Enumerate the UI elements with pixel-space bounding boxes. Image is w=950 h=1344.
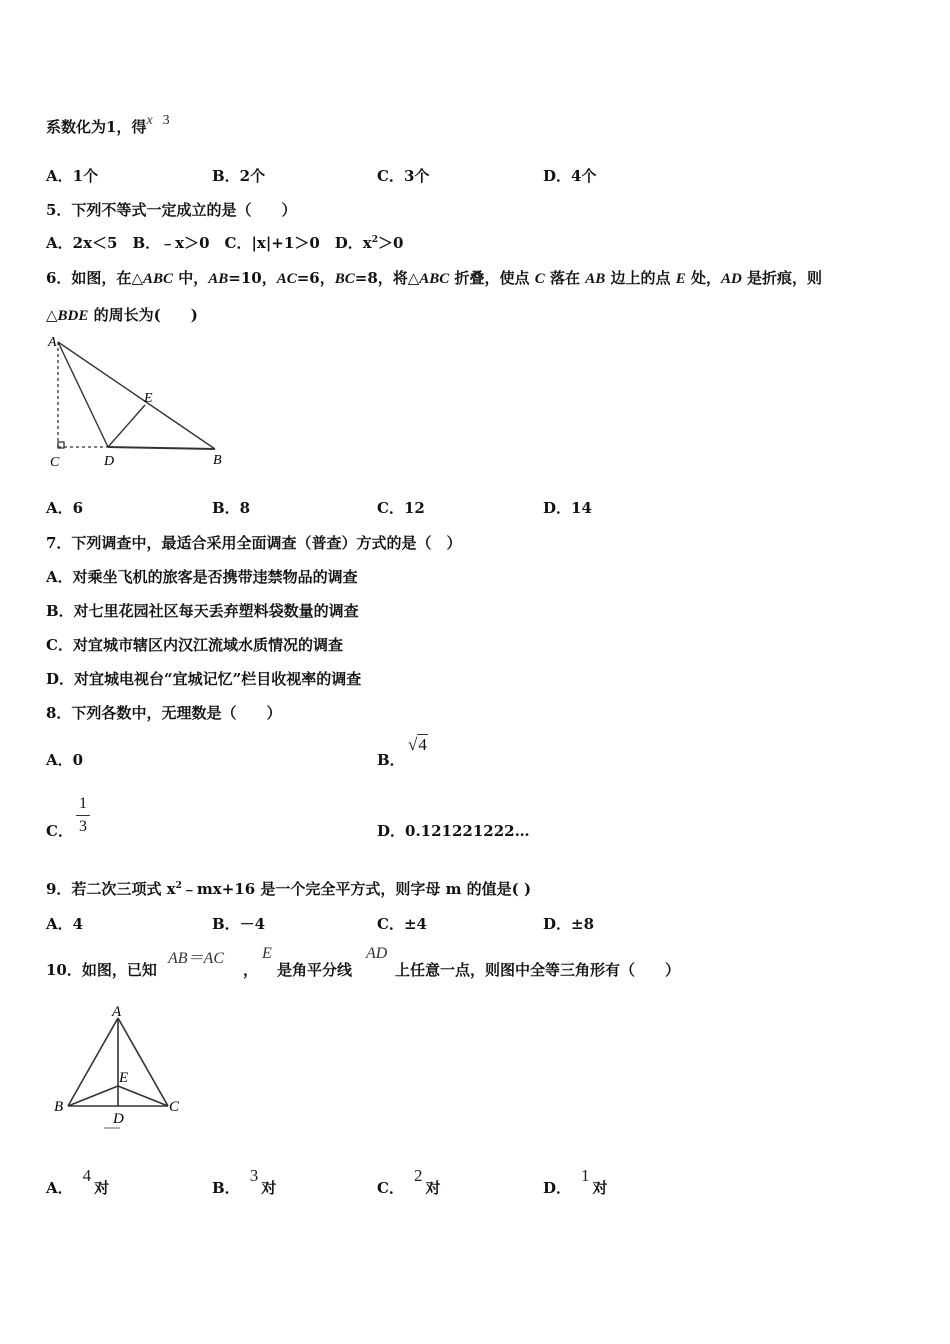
q4-option-c: C．3个 bbox=[377, 167, 430, 185]
q8-option-a: A．0 bbox=[46, 751, 84, 769]
q10-option-a bbox=[46, 1166, 110, 1198]
q6-text: 落在 bbox=[544, 269, 586, 287]
q10-opt-prefix: B． bbox=[212, 1179, 240, 1197]
q10-label-e: E bbox=[119, 1070, 129, 1086]
q6-label-d: D bbox=[104, 454, 115, 469]
q6-figure bbox=[40, 330, 240, 475]
q6-text: =6， bbox=[296, 269, 335, 287]
q9-sup: 2 bbox=[175, 881, 182, 891]
q4-option-b: B．2个 bbox=[212, 167, 266, 185]
q4-option-d: D．4个 bbox=[543, 167, 597, 185]
q6-text: 6．如图，在△ bbox=[46, 269, 143, 287]
q6-line-db bbox=[108, 447, 215, 449]
q8-stem: 8．下列各数中，无理数是（ ） bbox=[46, 704, 282, 722]
q10-opt-suffix: 对 bbox=[94, 1179, 110, 1197]
q8-option-d: D．0.121221222… bbox=[377, 822, 530, 840]
q10-opt-suffix: 对 bbox=[592, 1179, 608, 1197]
q6-line-de bbox=[108, 405, 145, 447]
q8-option-b: B． bbox=[377, 751, 405, 769]
q8-fraction bbox=[76, 795, 90, 836]
q6-abc: ABC bbox=[419, 271, 450, 287]
q10-figure bbox=[48, 998, 198, 1138]
q9-option-c: C．±4 bbox=[377, 915, 427, 933]
q6-bc: BC bbox=[334, 271, 355, 287]
q10-opt-suffix: 对 bbox=[425, 1179, 441, 1197]
q6-c: C bbox=[534, 271, 545, 287]
q10-opt-num: 4 bbox=[82, 1166, 92, 1185]
q9-option-b: B．－4 bbox=[212, 915, 266, 933]
q6-option-c: C．12 bbox=[377, 499, 425, 517]
q6-option-b: B．8 bbox=[212, 499, 251, 517]
q9-text: 9．若二次三项式 x bbox=[46, 880, 176, 898]
q6-text: 是折痕，则 bbox=[741, 269, 823, 287]
q7-stem: 7．下列调查中，最适合采用全面调查（普查）方式的是（ ） bbox=[46, 534, 462, 552]
q10-opt-suffix: 对 bbox=[261, 1179, 277, 1197]
q10-line-ce bbox=[118, 1086, 168, 1106]
q6-text: △ bbox=[46, 306, 58, 324]
q7-option-c: C．对宜城市辖区内汉江流域水质情况的调查 bbox=[46, 636, 343, 654]
q6-ab: AB bbox=[585, 271, 606, 287]
q10-line-ac bbox=[118, 1018, 168, 1106]
q6-text: 边上的点 bbox=[605, 269, 676, 287]
q9-stem bbox=[46, 878, 531, 899]
q10-option-c bbox=[377, 1166, 441, 1198]
q6-stem-line2 bbox=[46, 304, 198, 325]
q6-label-e: E bbox=[144, 391, 153, 406]
q9-option-a: A．4 bbox=[46, 915, 84, 933]
q6-text: =10， bbox=[228, 269, 277, 287]
q6-option-d: D．14 bbox=[543, 499, 592, 517]
q10-stem-a: 10．如图，已知 bbox=[46, 961, 157, 979]
q8-option-c: C． bbox=[46, 822, 73, 840]
q10-line-ab bbox=[68, 1018, 118, 1106]
q6-label-a: A bbox=[48, 335, 57, 350]
q10-ad: AD bbox=[366, 945, 388, 962]
q10-label-c: C bbox=[169, 1099, 180, 1115]
q10-line-be bbox=[68, 1086, 118, 1106]
q10-label-d: D bbox=[113, 1111, 124, 1127]
q6-label-b: B bbox=[213, 453, 222, 468]
q5-stem: 5．下列不等式一定成立的是（ ） bbox=[46, 201, 297, 219]
q6-stem-line1 bbox=[46, 267, 822, 288]
q10-opt-num: 3 bbox=[249, 1166, 259, 1185]
q6-text: =8，将△ bbox=[354, 269, 420, 287]
q6-line-ab bbox=[58, 342, 215, 449]
q4-option-a: A．1个 bbox=[46, 167, 99, 185]
q9-text: ﹣mx+16 是一个完全平方式，则字母 m 的值是( ) bbox=[181, 880, 532, 898]
q10-stem-c: 上任意一点，则图中全等三角形有（ ） bbox=[395, 961, 681, 979]
q6-option-a: A．6 bbox=[46, 499, 84, 517]
q6-ab: AB bbox=[208, 271, 229, 287]
q6-line-ad bbox=[58, 342, 108, 447]
q6-e: E bbox=[675, 271, 686, 287]
q6-ad: AD bbox=[720, 271, 742, 287]
q6-ac: AC bbox=[276, 271, 297, 287]
q5-options-line bbox=[46, 232, 403, 253]
q10-opt-prefix: D． bbox=[543, 1179, 572, 1197]
q8-frac-den: 3 bbox=[79, 818, 87, 835]
q6-label-c: C bbox=[50, 455, 60, 470]
q10-option-d bbox=[543, 1166, 608, 1198]
sqrt-sign-icon: √ bbox=[408, 735, 418, 754]
q5-options-tail: ＞0 bbox=[377, 234, 404, 252]
q6-text: 处， bbox=[685, 269, 721, 287]
q4-tail-line bbox=[46, 113, 170, 137]
q6-abc: ABC bbox=[142, 271, 173, 287]
q7-option-b: B．对七里花园社区每天丢弃塑料袋数量的调查 bbox=[46, 602, 359, 620]
q10-e: E bbox=[262, 945, 272, 962]
q4-tail-text: 系数化为1，得 bbox=[46, 118, 147, 136]
q8-sqrt-expression bbox=[408, 735, 428, 755]
q10-opt-prefix: A． bbox=[46, 1179, 73, 1197]
q4-formula-val: 3 bbox=[162, 113, 170, 128]
q6-bde: BDE bbox=[57, 308, 89, 324]
q10-stem-b: 是角平分线 bbox=[277, 961, 353, 979]
q10-option-b bbox=[212, 1166, 277, 1198]
q5-options-text: A．2x＜5 B．﹣x＞0 C．|x|+1＞0 D．x bbox=[46, 234, 372, 252]
q10-label-a: A bbox=[112, 1004, 122, 1020]
q4-formula-var: x bbox=[146, 113, 153, 128]
q5-sup: 2 bbox=[371, 235, 378, 245]
q6-text: 折叠，使点 bbox=[449, 269, 535, 287]
q6-text: 的周长为( ) bbox=[88, 306, 198, 324]
q8-sqrt-value: 4 bbox=[418, 735, 427, 754]
q6-text: 中， bbox=[173, 269, 209, 287]
q10-opt-prefix: C． bbox=[377, 1179, 404, 1197]
q7-option-a: A．对乘坐飞机的旅客是否携带违禁物品的调查 bbox=[46, 568, 358, 586]
q9-option-d: D．±8 bbox=[543, 915, 595, 933]
q7-option-d: D．对宜城电视台“宜城记忆”栏目收视率的调查 bbox=[46, 670, 362, 688]
q8-frac-bar bbox=[76, 815, 90, 816]
q10-comma: ， bbox=[243, 961, 259, 979]
q10-opt-num: 2 bbox=[413, 1166, 423, 1185]
q10-label-b: B bbox=[54, 1099, 64, 1115]
q10-opt-num: 1 bbox=[581, 1166, 590, 1185]
q10-condition: AB＝AC bbox=[168, 950, 224, 967]
q8-frac-num: 1 bbox=[79, 795, 87, 812]
